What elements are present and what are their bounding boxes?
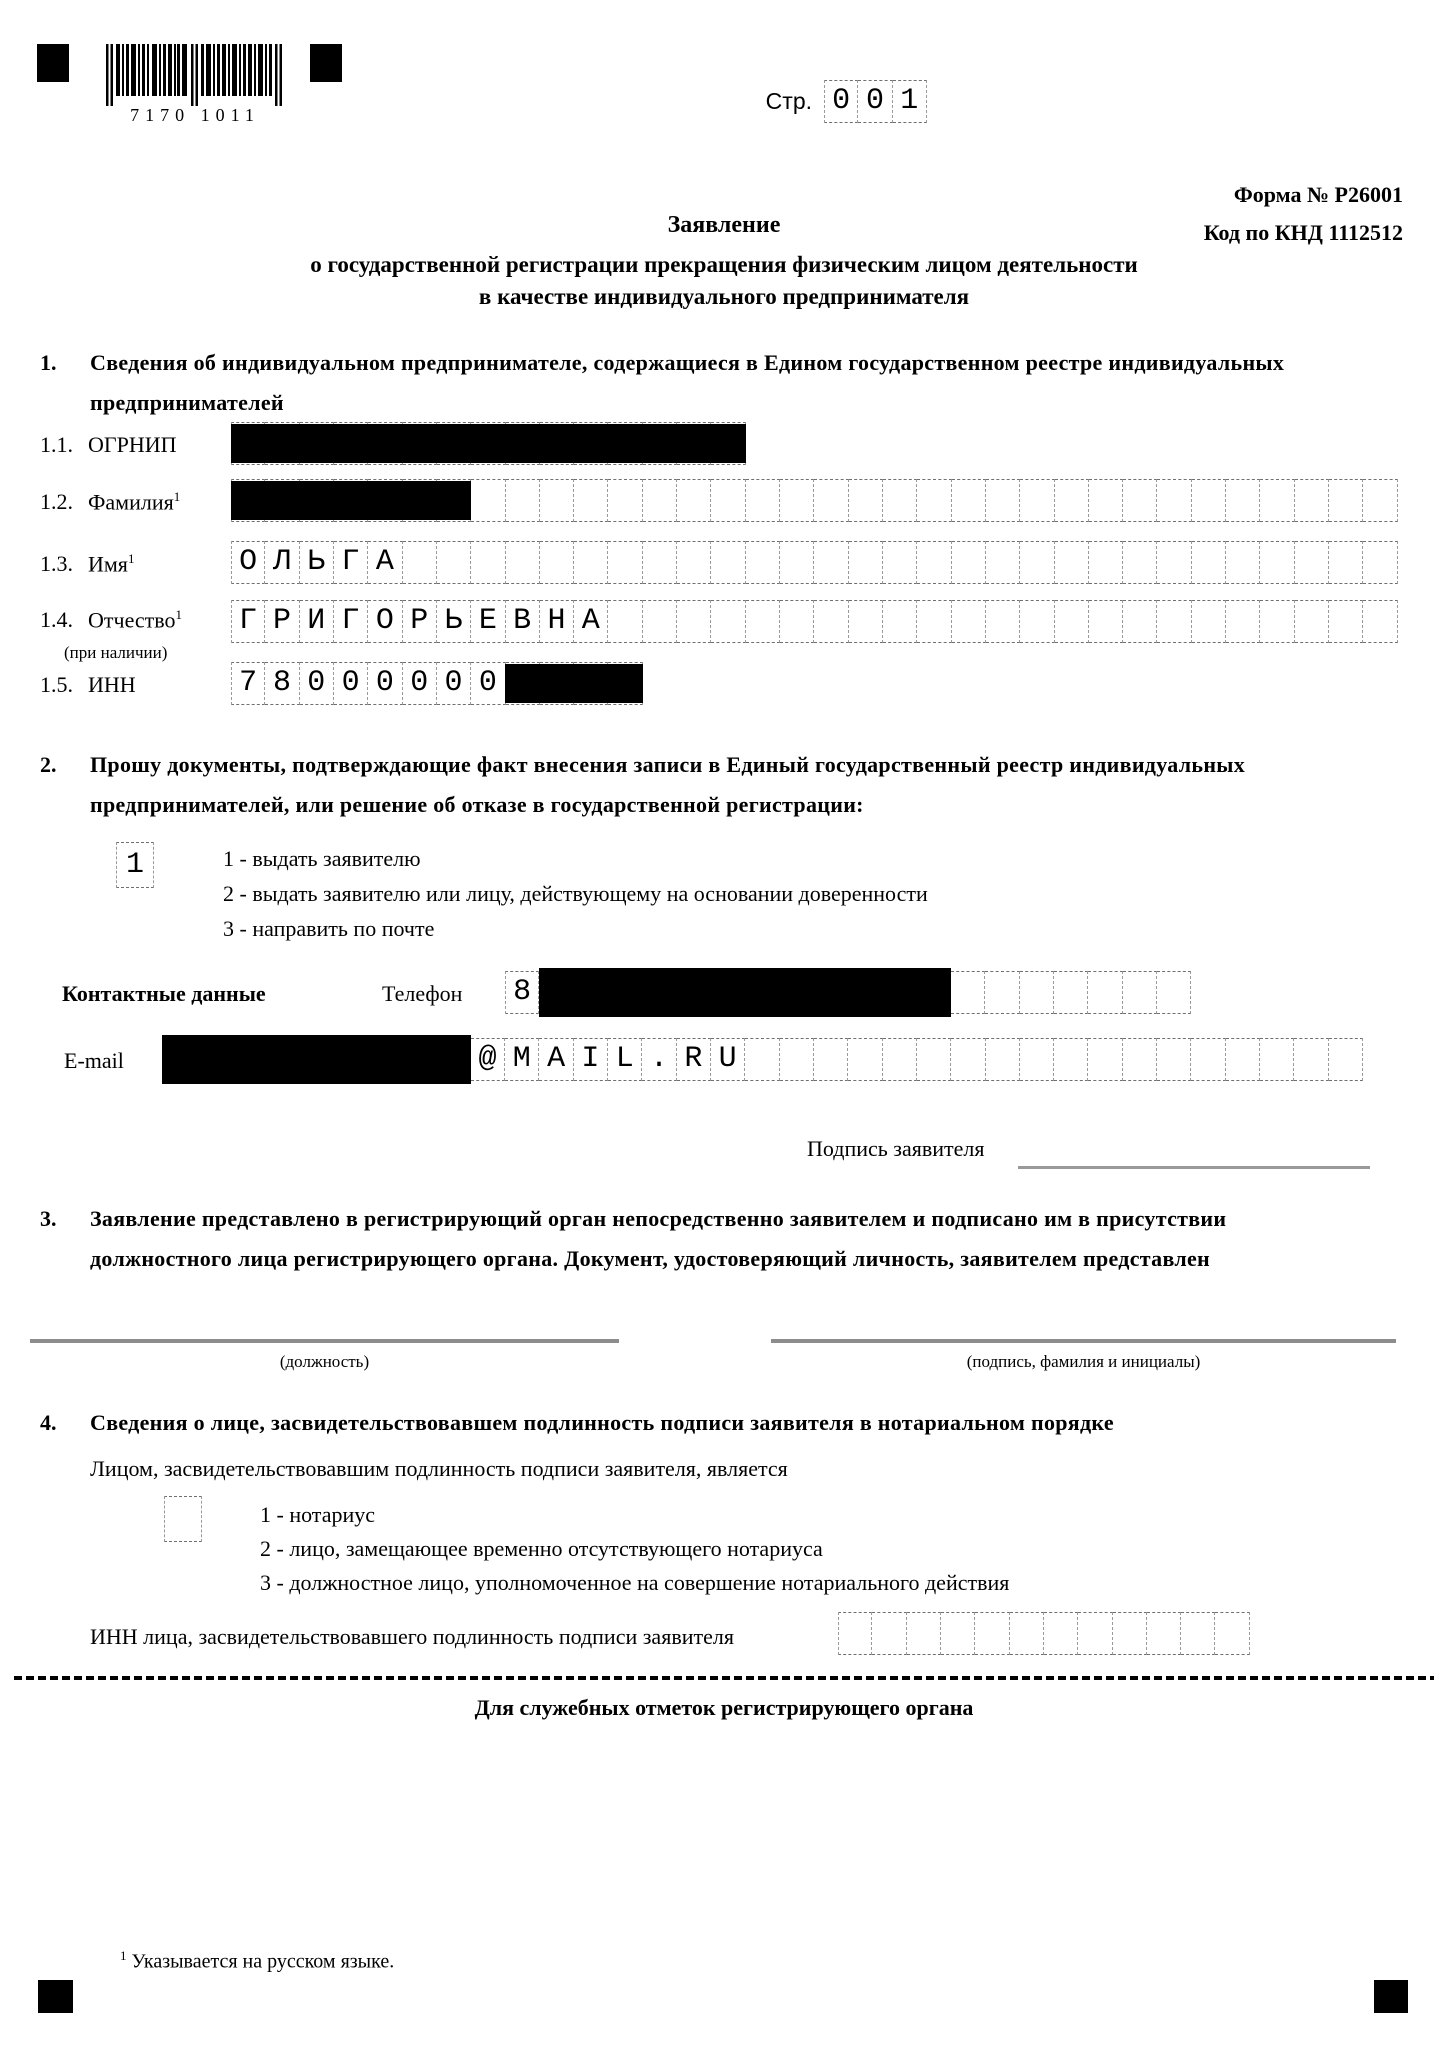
issue-method-choice-cell: [116, 842, 154, 888]
char-cell[interactable]: [849, 479, 883, 522]
char-cell[interactable]: [1044, 1612, 1078, 1655]
char-cell[interactable]: [1157, 1038, 1191, 1081]
char-cell[interactable]: [677, 479, 711, 522]
char-cell[interactable]: [1123, 479, 1157, 522]
char-cell[interactable]: [608, 600, 642, 643]
char-cell[interactable]: [164, 1496, 202, 1542]
char-cell[interactable]: [1226, 479, 1260, 522]
char-cell[interactable]: [437, 541, 471, 584]
char-cell[interactable]: 0: [300, 662, 334, 705]
field-1-2-number: 1.2.: [40, 489, 73, 514]
char-cell[interactable]: [1089, 479, 1123, 522]
char-cell[interactable]: [746, 600, 780, 643]
char-cell[interactable]: О: [231, 541, 265, 584]
char-cell[interactable]: [1157, 971, 1191, 1014]
char-cell[interactable]: @: [471, 1038, 505, 1081]
witness-option-2: 2 - лицо, замещающее временно отсутствующего нотариуса: [260, 1536, 823, 1561]
char-cell[interactable]: [951, 1038, 985, 1081]
barcode-bars: [106, 44, 284, 108]
footnote-text: Указывается на русском языке.: [131, 1950, 395, 1973]
char-cell[interactable]: О: [368, 600, 402, 643]
char-cell[interactable]: 0: [858, 80, 892, 123]
char-cell[interactable]: [574, 541, 608, 584]
char-cell[interactable]: A: [539, 1038, 573, 1081]
char-cell[interactable]: [883, 541, 917, 584]
field-1-3-label: Имя$^1$: [88, 551, 135, 577]
section4-title: Сведения о лице, засвидетельствовавшем подлинность подписи заявителя в нотариальном порядке: [90, 1410, 1114, 1435]
char-cell[interactable]: [1295, 479, 1329, 522]
char-cell[interactable]: [907, 1612, 941, 1655]
field-1-2-label: Фамилия$^1$: [88, 489, 181, 515]
char-cell[interactable]: [780, 541, 814, 584]
registration-mark-top-center: [310, 44, 342, 82]
char-cell[interactable]: [917, 541, 951, 584]
char-cell[interactable]: [540, 479, 574, 522]
char-cell[interactable]: [1020, 541, 1054, 584]
official-signature-caption: (подпись, фамилия и инициалы): [966, 1352, 1201, 1371]
char-cell[interactable]: Р: [403, 600, 437, 643]
position-line-caption: (должность): [279, 1352, 370, 1371]
char-cell[interactable]: [1226, 600, 1260, 643]
char-cell[interactable]: [883, 1038, 917, 1081]
section2-number: 2.: [40, 752, 57, 777]
char-cell[interactable]: Р: [265, 600, 299, 643]
char-cell[interactable]: [1329, 600, 1363, 643]
char-cell[interactable]: А: [368, 541, 402, 584]
char-cell[interactable]: [872, 1612, 906, 1655]
char-cell[interactable]: [1020, 1038, 1054, 1081]
char-cell[interactable]: [1295, 600, 1329, 643]
witness-inn-cells: [838, 1612, 1250, 1655]
char-cell[interactable]: 1: [116, 842, 154, 888]
form-subtitle-line2: в качестве индивидуального предпринимателя: [478, 284, 970, 309]
char-cell[interactable]: [745, 1038, 779, 1081]
char-cell[interactable]: [952, 541, 986, 584]
official-signature-line[interactable]: [771, 1339, 1396, 1343]
applicant-signature-label: Подпись заявителя: [807, 1136, 985, 1161]
phone-label: Телефон: [382, 981, 463, 1006]
section2-title-line2: предпринимателей, или решение об отказе в государственной регистрации:: [90, 792, 864, 817]
section1-title-line2: предпринимателей: [90, 390, 284, 415]
contact-data-label: Контактные данные: [62, 981, 266, 1006]
barcode-digits: 7170 1011: [130, 105, 260, 125]
registration-mark-top-left: [37, 44, 69, 82]
char-cell[interactable]: [1157, 600, 1191, 643]
char-cell[interactable]: Ь: [437, 600, 471, 643]
position-line[interactable]: [30, 1339, 619, 1343]
char-cell[interactable]: [780, 600, 814, 643]
char-cell[interactable]: [951, 971, 985, 1014]
char-cell[interactable]: [780, 479, 814, 522]
char-cell[interactable]: [1295, 541, 1329, 584]
footnote-ref: 1: [173, 489, 181, 504]
char-cell[interactable]: [1363, 479, 1397, 522]
char-cell[interactable]: [848, 1038, 882, 1081]
char-cell[interactable]: [941, 1612, 975, 1655]
char-cell[interactable]: [986, 1038, 1020, 1081]
char-cell[interactable]: [1020, 479, 1054, 522]
char-cell[interactable]: [506, 541, 540, 584]
name-cells: [231, 541, 1398, 584]
char-cell[interactable]: [574, 479, 608, 522]
char-cell[interactable]: [643, 479, 677, 522]
char-cell[interactable]: [1089, 600, 1123, 643]
char-cell[interactable]: [1192, 479, 1226, 522]
char-cell[interactable]: [1055, 541, 1089, 584]
witness-option-3: 3 - должностное лицо, уполномоченное на совершение нотариального действия: [260, 1570, 1010, 1595]
char-cell[interactable]: И: [300, 600, 334, 643]
char-cell[interactable]: [540, 541, 574, 584]
char-cell[interactable]: [1020, 971, 1054, 1014]
char-cell[interactable]: [1089, 541, 1123, 584]
section4-intro: Лицом, засвидетельствовавшим подлинность подписи заявителя, является: [90, 1456, 788, 1481]
field-1-4-note: (при наличии): [64, 643, 168, 662]
char-cell[interactable]: U: [711, 1038, 745, 1081]
page-number-label: Стр.: [765, 88, 812, 114]
footnote-ref: 1: [175, 607, 182, 622]
redaction-box: [505, 664, 642, 703]
char-cell[interactable]: [1294, 1038, 1328, 1081]
registration-mark-bottom-right: [1374, 1980, 1408, 2013]
applicant-signature-line[interactable]: [1018, 1166, 1370, 1169]
char-cell[interactable]: [1260, 1038, 1294, 1081]
char-cell[interactable]: [917, 1038, 951, 1081]
char-cell[interactable]: [883, 479, 917, 522]
form-number: Форма № Р26001: [1233, 182, 1403, 207]
char-cell[interactable]: [746, 479, 780, 522]
char-cell[interactable]: [608, 541, 642, 584]
char-cell[interactable]: [1226, 541, 1260, 584]
redaction-box: [539, 968, 951, 1017]
registration-mark-bottom-left: [38, 1980, 73, 2013]
char-cell[interactable]: [814, 541, 848, 584]
char-cell[interactable]: В: [506, 600, 540, 643]
char-cell[interactable]: [403, 541, 437, 584]
section3-text-line2: должностного лица регистрирующего органа. Документ, удостоверяющий личность, заявителем представлен: [90, 1246, 1211, 1271]
char-cell[interactable]: [1181, 1612, 1215, 1655]
char-cell[interactable]: [1157, 479, 1191, 522]
char-cell[interactable]: [1329, 541, 1363, 584]
char-cell[interactable]: R: [677, 1038, 711, 1081]
char-cell[interactable]: [1123, 971, 1157, 1014]
surname-cells: [231, 479, 1398, 522]
form-title: Заявление: [667, 212, 781, 238]
char-cell[interactable]: 8: [265, 662, 299, 705]
witness-type-choice-cell: [164, 1496, 202, 1542]
char-cell[interactable]: [711, 600, 745, 643]
field-1-5-number: 1.5.: [40, 672, 73, 697]
phone-cells: [505, 971, 1191, 1014]
char-cell[interactable]: M: [505, 1038, 539, 1081]
char-cell[interactable]: [1088, 1038, 1122, 1081]
char-cell[interactable]: Е: [471, 600, 505, 643]
field-1-4-label: Отчество$^1$: [88, 607, 182, 633]
field-1-1-label: ОГРНИП: [88, 432, 177, 457]
char-cell[interactable]: [952, 600, 986, 643]
footnote: [120, 1948, 394, 1974]
char-cell[interactable]: 8: [505, 971, 539, 1014]
char-cell[interactable]: [1157, 541, 1191, 584]
char-cell[interactable]: А: [574, 600, 608, 643]
char-cell[interactable]: [1123, 1038, 1157, 1081]
field-1-4-number: 1.4.: [40, 607, 73, 632]
barcode: [106, 44, 284, 126]
char-cell[interactable]: [883, 600, 917, 643]
section1-number: 1.: [40, 350, 57, 375]
char-cell[interactable]: [471, 541, 505, 584]
char-cell[interactable]: [975, 1612, 1009, 1655]
char-cell[interactable]: Л: [265, 541, 299, 584]
char-cell[interactable]: [1055, 600, 1089, 643]
char-cell[interactable]: [677, 600, 711, 643]
char-cell[interactable]: [643, 541, 677, 584]
footnote-marker: 1: [120, 1948, 127, 1963]
service-marks-note: Для служебных отметок регистрирующего органа: [474, 1695, 974, 1720]
char-cell[interactable]: [1054, 971, 1088, 1014]
char-cell[interactable]: [838, 1612, 872, 1655]
char-cell[interactable]: [814, 1038, 848, 1081]
field-1-5-label: ИНН: [88, 672, 136, 697]
section2-title-line1: Прошу документы, подтверждающие факт внесения записи в Единый государственный реестр индивидуальных: [90, 752, 1246, 777]
char-cell[interactable]: [643, 600, 677, 643]
char-cell[interactable]: 7: [231, 662, 265, 705]
char-cell[interactable]: [1192, 541, 1226, 584]
char-cell[interactable]: Н: [540, 600, 574, 643]
char-cell[interactable]: [814, 600, 848, 643]
section3-number: 3.: [40, 1206, 57, 1231]
witness-option-1: 1 - нотариус: [260, 1502, 375, 1527]
char-cell[interactable]: [1192, 600, 1226, 643]
page-number-cells: [824, 80, 927, 123]
char-cell[interactable]: [746, 541, 780, 584]
char-cell[interactable]: [814, 479, 848, 522]
witness-inn-label: ИНН лица, засвидетельствовавшего подлинность подписи заявителя: [90, 1624, 734, 1649]
char-cell[interactable]: 0: [471, 662, 505, 705]
char-cell[interactable]: 1: [893, 80, 927, 123]
char-cell[interactable]: [711, 479, 745, 522]
char-cell[interactable]: 0: [824, 80, 858, 123]
char-cell[interactable]: [1191, 1038, 1225, 1081]
redaction-box: [231, 481, 471, 520]
char-cell[interactable]: [1010, 1612, 1044, 1655]
redaction-box: [231, 424, 746, 463]
section1-title-line1: Сведения об индивидуальном предпринимателе, содержащиеся в Едином государственном реестре индивидуальных: [90, 350, 1285, 375]
char-cell[interactable]: .: [642, 1038, 676, 1081]
char-cell[interactable]: [1363, 600, 1397, 643]
char-cell[interactable]: [849, 541, 883, 584]
ogrnip-cells: [231, 422, 746, 465]
char-cell[interactable]: [1363, 541, 1397, 584]
char-cell[interactable]: 0: [403, 662, 437, 705]
knd-code: Код по КНД 1112512: [1203, 220, 1403, 245]
char-cell[interactable]: [1113, 1612, 1147, 1655]
inn-cells: [231, 662, 643, 705]
char-cell[interactable]: [985, 971, 1019, 1014]
char-cell[interactable]: [506, 479, 540, 522]
section4-number: 4.: [40, 1410, 57, 1435]
char-cell[interactable]: Г: [334, 541, 368, 584]
char-cell[interactable]: [1260, 541, 1294, 584]
char-cell[interactable]: [1329, 1038, 1363, 1081]
field-1-3-number: 1.3.: [40, 551, 73, 576]
field-1-1-number: 1.1.: [40, 432, 73, 457]
char-cell[interactable]: [608, 479, 642, 522]
char-cell[interactable]: [711, 541, 745, 584]
char-cell[interactable]: I: [574, 1038, 608, 1081]
issue-option-3: 3 - направить по почте: [223, 916, 435, 941]
char-cell[interactable]: 0: [334, 662, 368, 705]
char-cell[interactable]: [1260, 600, 1294, 643]
char-cell[interactable]: [986, 479, 1020, 522]
char-cell[interactable]: Ь: [300, 541, 334, 584]
form-subtitle-line1: о государственной регистрации прекращения физическим лицом деятельности: [310, 252, 1138, 277]
char-cell[interactable]: [1020, 600, 1054, 643]
service-separator: [14, 1676, 1434, 1680]
char-cell[interactable]: [986, 541, 1020, 584]
footnote-ref: 1: [127, 551, 135, 566]
char-cell[interactable]: [1147, 1612, 1181, 1655]
char-cell[interactable]: [1329, 479, 1363, 522]
char-cell[interactable]: 0: [368, 662, 402, 705]
char-cell[interactable]: 0: [437, 662, 471, 705]
char-cell[interactable]: [952, 479, 986, 522]
char-cell[interactable]: [917, 479, 951, 522]
char-cell[interactable]: L: [608, 1038, 642, 1081]
email-label: E-mail: [64, 1048, 124, 1073]
char-cell[interactable]: Г: [334, 600, 368, 643]
char-cell[interactable]: [1078, 1612, 1112, 1655]
char-cell[interactable]: [1054, 1038, 1088, 1081]
issue-option-2: 2 - выдать заявителю или лицу, действующему на основании доверенности: [223, 881, 928, 906]
char-cell[interactable]: Г: [231, 600, 265, 643]
char-cell[interactable]: [1055, 479, 1089, 522]
char-cell[interactable]: [1215, 1612, 1249, 1655]
char-cell[interactable]: [677, 541, 711, 584]
char-cell[interactable]: [1226, 1038, 1260, 1081]
patronymic-cells: [231, 600, 1398, 643]
char-cell[interactable]: [986, 600, 1020, 643]
redaction-box: [162, 1035, 471, 1084]
char-cell[interactable]: [1088, 971, 1122, 1014]
issue-option-1: 1 - выдать заявителю: [223, 846, 421, 871]
email-cells: [162, 1038, 1363, 1081]
char-cell[interactable]: [849, 600, 883, 643]
char-cell[interactable]: [471, 479, 505, 522]
char-cell[interactable]: [1260, 479, 1294, 522]
section3-text-line1: Заявление представлено в регистрирующий орган непосредственно заявителем и подписано им в присутствии: [90, 1206, 1227, 1231]
char-cell[interactable]: [780, 1038, 814, 1081]
char-cell[interactable]: [917, 600, 951, 643]
char-cell[interactable]: [1123, 541, 1157, 584]
char-cell[interactable]: [1123, 600, 1157, 643]
